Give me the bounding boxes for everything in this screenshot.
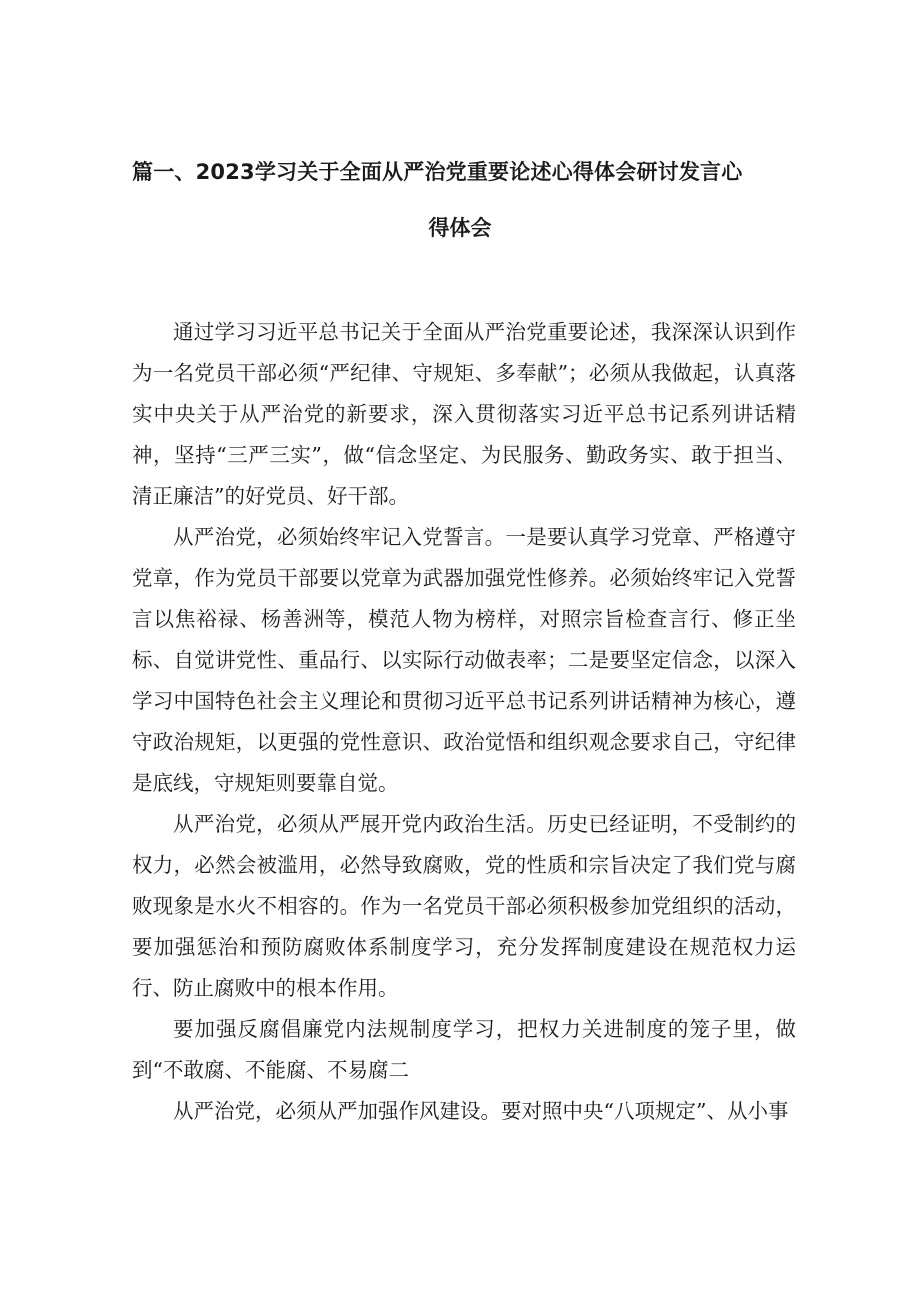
paragraph-3: 从严治党，必须从严展开党内政治生活。历史已经证明，不受制约的权力，必然会被滥用，必然导致腐败，党的性质和宗旨决定了我们党与腐败现象是水火不相容的。作为一名党员干部必须积极参加党组织的活动，要加强惩治和预防腐败体系制度学习，充分发挥制度建设在规范权力运行、防止腐败中的根本作用。 bbox=[132, 812, 796, 1000]
paragraph-2: 从严治党，必须始终牢记入党誓言。一是要认真学习党章、严格遵守党章，作为党员干部要以党章为武器加强党性修养。必须始终牢记入党誓言以焦裕禄、杨善洲等，模范人物为榜样，对照宗旨检查言行、修正坐标、自觉讲党性、重品行、以实际行动做表率；二是要坚定信念，以深入学习中国特色社会主义理论和贯彻习近平总书记系列讲话精神为核心，遵守政治规矩，以更强的党性意识、政治觉悟和组织观念要求自己，守纪律是底线，守规矩则要靠自觉。 bbox=[132, 525, 796, 795]
paragraph-5: 从严治党，必须从严加强作风建设。要对照中央“八项规定”、从小事 bbox=[173, 1099, 789, 1123]
paragraph-4: 要加强反腐倡廉党内法规制度学习，把权力关进制度的笼子里，做到“不敢腐、不能腐、不易腐二 bbox=[132, 1017, 796, 1082]
document-title-line-1: 篇一、2023学习关于全面从严治党重要论述心得体会研讨发言心 bbox=[132, 160, 743, 184]
document-body bbox=[132, 312, 796, 1132]
paragraph-1: 通过学习习近平总书记关于全面从严治党重要论述，我深深认识到作为一名党员干部必须“严纪律、守规矩、多奉献”；必须从我做起，认真落实中央关于从严治党的新要求，深入贯彻落实习近平总书记系列讲话精神，坚持“三严三实”，做“信念坚定、为民服务、勤政务实、敢于担当、清正廉洁”的好党员、好干部。 bbox=[132, 320, 796, 508]
document-title-line-2: 得体会 bbox=[428, 216, 492, 240]
